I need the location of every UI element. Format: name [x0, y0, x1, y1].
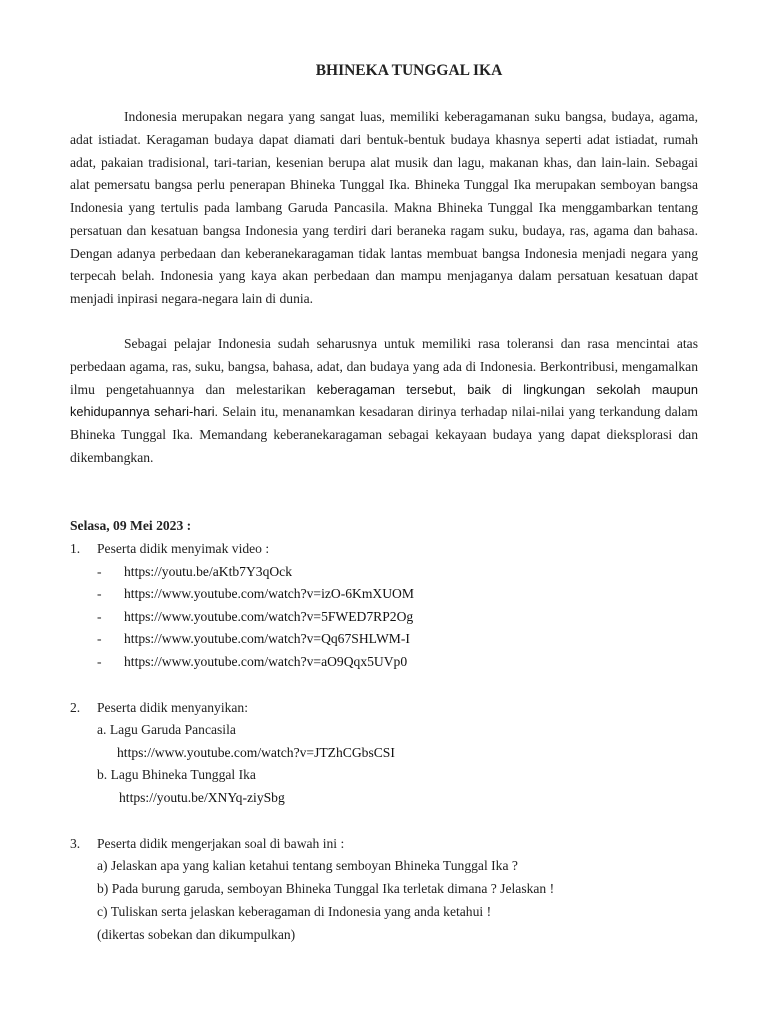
paragraph-1: [70, 106, 698, 311]
list-dash: -: [97, 564, 102, 579]
date-heading: Selasa, 09 Mei 2023 :: [70, 518, 192, 533]
question-a: a) Jelaskan apa yang kalian ketahui tentang semboyan Bhineka Tunggal Ika ?: [97, 858, 518, 873]
item-3-number: 3.: [70, 836, 81, 851]
paragraph-2: [70, 333, 698, 470]
video-link-2[interactable]: https://www.youtube.com/watch?v=izO-6KmXUOM: [124, 586, 414, 601]
song-b-label: b. Lagu Bhineka Tunggal Ika: [97, 767, 256, 782]
item-1-number: 1.: [70, 541, 81, 556]
item-3-text: Peserta didik mengerjakan soal di bawah ini :: [97, 836, 345, 851]
question-b: b) Pada burung garuda, semboyan Bhineka Tunggal Ika terletak dimana ? Jelaskan !: [97, 881, 555, 896]
paragraph-1-text: Indonesia merupakan negara yang sangat luas, memiliki keberagamanan suku bangsa, budaya, agama, adat istiadat. Keragaman budaya dapat diamati dari bentuk-bentuk budaya khasnya seperti adat istiadat, rumah adat, pakaian tradisional, tari-tarian, kesenian berupa alat musik dan lagu, makanan khas, dan lain-lain. Sebagai alat pemersatu bangsa perlu penerapan Bhineka Tunggal Ika. Bhineka Tunggal Ika merupakan semboyan bangsa Indonesia yang tertulis pada lambang Garuda Pancasila. Makna Bhineka Tunggal Ika menggambarkan tentang persatuan dan kesatuan bangsa Indonesia yang terdiri dari beraneka ragam suku, budaya, ras, agama dan bahasa. Dengan adanya perbedaan dan keberanekaragaman tidak lantas membuat bangsa Indonesia menjadi negara yang terpecah belah. Indonesia yang kaya akan perbedaan dan mampu menjaganya dalam persatuan kesatuan dapat menjadi inpirasi negara-negara lain di dunia.: [70, 109, 698, 306]
paragraph-2-text-b: keberagaman tersebut, baik di lingkungan sekolah maupun kehidupannya sehari-hari.: [70, 381, 698, 420]
video-link-5[interactable]: https://www.youtube.com/watch?v=aO9Qqx5UVp0: [124, 654, 408, 669]
document-title: BHINEKA TUNGGAL IKA: [315, 62, 503, 79]
paragraph-2-text-c: Selain itu, menanamkan kesadaran dirinya terhadap nilai-nilai yang terkandung dalam Bhineka Tunggal Ika. Memandang keberanekaragaman sebagai kekayaan budaya yang dapat dieksplorasi dan dikembangkan.: [70, 404, 698, 465]
song-b-link[interactable]: https://youtu.be/XNYq-ziySbg: [119, 790, 285, 805]
list-dash: -: [97, 586, 102, 601]
song-a-label: a. Lagu Garuda Pancasila: [97, 722, 236, 737]
list-dash: -: [97, 609, 102, 624]
item-2-text: Peserta didik menyanyikan:: [97, 700, 249, 715]
list-dash: -: [97, 631, 102, 646]
question-c: c) Tuliskan serta jelaskan keberagaman di Indonesia yang anda ketahui !: [97, 904, 492, 919]
song-a-link[interactable]: https://www.youtube.com/watch?v=JTZhCGbsCSI: [117, 745, 395, 760]
submission-note: (dikertas sobekan dan dikumpulkan): [97, 927, 296, 942]
paragraph-2-text-a: Sebagai pelajar Indonesia sudah seharusnya untuk memiliki rasa toleransi dan rasa mencintai atas perbedaan agama, ras, suku, bangsa, bahasa, adat, dan budaya yang ada di Indonesia. Berkontribusi, mengamalkan ilmu pengetahuannya dan melestarikan: [70, 336, 698, 397]
item-2-number: 2.: [70, 700, 81, 715]
item-1-text: Peserta didik menyimak video :: [97, 541, 270, 556]
video-link-3[interactable]: https://www.youtube.com/watch?v=5FWED7RP2Og: [124, 609, 414, 624]
list-dash: -: [97, 654, 102, 669]
video-link-4[interactable]: https://www.youtube.com/watch?v=Qq67SHLWM-I: [124, 631, 410, 646]
video-link-1[interactable]: https://youtu.be/aKtb7Y3qOck: [124, 564, 293, 579]
